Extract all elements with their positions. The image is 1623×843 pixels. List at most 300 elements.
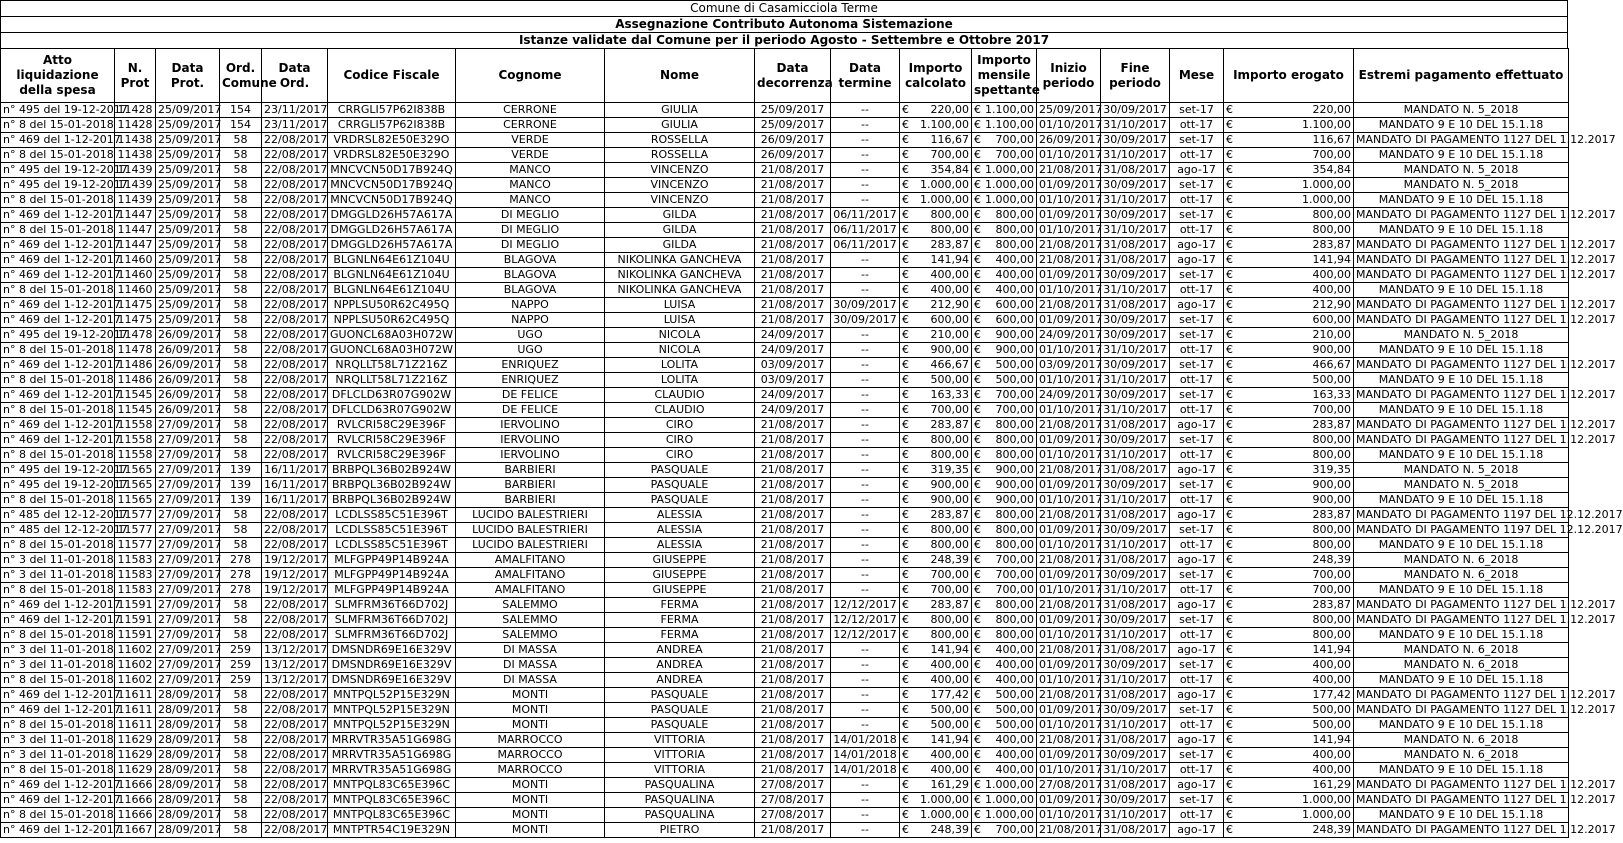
- amount-value: 400,00: [995, 253, 1034, 266]
- cell-ord-comune: 58: [220, 343, 262, 358]
- cell-data-termine: --: [831, 583, 900, 598]
- cell-data-prot: 27/09/2017: [156, 673, 220, 688]
- currency-symbol: €: [1226, 718, 1233, 731]
- cell-atto: n° 469 del 1-12-2017: [1, 133, 115, 148]
- currency-symbol: €: [1226, 403, 1233, 416]
- cell-mese: ago-17: [1170, 463, 1224, 478]
- cell-importo-calcolato: [900, 613, 972, 628]
- amount-value: 212,90: [930, 298, 969, 311]
- currency-symbol: €: [1226, 433, 1233, 446]
- amount-value: 800,00: [995, 448, 1034, 461]
- currency-symbol: €: [1226, 463, 1233, 476]
- cell-data-termine: --: [831, 493, 900, 508]
- cell-mese: ott-17: [1170, 193, 1224, 208]
- cell-data-termine: --: [831, 688, 900, 703]
- cell-fine-periodo: 31/08/2017: [1101, 823, 1170, 838]
- cell-inizio-periodo: 01/09/2017: [1037, 178, 1101, 193]
- cell-importo-erogato: [1224, 478, 1354, 493]
- cell-data-decorrenza: 24/09/2017: [755, 343, 831, 358]
- cell-data-termine: 06/11/2017: [831, 208, 900, 223]
- cell-fine-periodo: 31/08/2017: [1101, 553, 1170, 568]
- cell-inizio-periodo: 24/09/2017: [1037, 328, 1101, 343]
- cell-mese: ago-17: [1170, 418, 1224, 433]
- table-row: [1, 373, 1569, 388]
- table-row: [1, 553, 1569, 568]
- amount-value: 400,00: [930, 748, 969, 761]
- currency-symbol: €: [1226, 478, 1233, 491]
- cell-importo-erogato: [1224, 388, 1354, 403]
- table-row: [1, 268, 1569, 283]
- cell-data-ord: 22/08/2017: [262, 703, 328, 718]
- cell-importo-erogato: [1224, 523, 1354, 538]
- cell-ord-comune: 58: [220, 823, 262, 838]
- cell-codice-fiscale: MNCVCN50D17B924Q: [328, 193, 456, 208]
- cell-n-prot: 11629: [115, 763, 156, 778]
- currency-symbol: €: [974, 718, 981, 731]
- cell-estremi-pagamento: MANDATO N. 5_2018: [1354, 178, 1569, 193]
- cell-fine-periodo: 31/08/2017: [1101, 598, 1170, 613]
- cell-importo-calcolato: [900, 538, 972, 553]
- cell-data-termine: --: [831, 148, 900, 163]
- cell-cognome: NAPPO: [456, 298, 605, 313]
- cell-atto: n° 469 del 1-12-2017: [1, 793, 115, 808]
- cell-importo-calcolato: [900, 703, 972, 718]
- cell-estremi-pagamento: MANDATO DI PAGAMENTO 1127 DEL 1.12.2017: [1354, 253, 1569, 268]
- currency-symbol: €: [1226, 328, 1233, 341]
- table-row: [1, 643, 1569, 658]
- currency-symbol: €: [902, 823, 909, 836]
- cell-inizio-periodo: 01/09/2017: [1037, 703, 1101, 718]
- cell-data-termine: --: [831, 823, 900, 838]
- cell-mese: ott-17: [1170, 763, 1224, 778]
- cell-nome: LOLITA: [605, 358, 755, 373]
- amount-value: 700,00: [995, 388, 1034, 401]
- cell-data-decorrenza: 21/08/2017: [755, 673, 831, 688]
- cell-data-decorrenza: 27/08/2017: [755, 793, 831, 808]
- cell-importo-erogato: [1224, 568, 1354, 583]
- cell-nome: GIUSEPPE: [605, 568, 755, 583]
- currency-symbol: €: [1226, 823, 1233, 836]
- cell-importo-mensile: [972, 478, 1037, 493]
- cell-fine-periodo: 31/10/2017: [1101, 718, 1170, 733]
- cell-importo-calcolato: [900, 508, 972, 523]
- amount-value: 500,00: [995, 688, 1034, 701]
- cell-n-prot: 11545: [115, 403, 156, 418]
- table-row: [1, 103, 1569, 118]
- cell-inizio-periodo: 01/10/2017: [1037, 583, 1101, 598]
- cell-data-termine: 06/11/2017: [831, 223, 900, 238]
- cell-n-prot: 11558: [115, 448, 156, 463]
- currency-symbol: €: [974, 703, 981, 716]
- cell-n-prot: 11486: [115, 358, 156, 373]
- cell-inizio-periodo: 01/09/2017: [1037, 313, 1101, 328]
- cell-ord-comune: 58: [220, 163, 262, 178]
- amount-value: 600,00: [995, 298, 1034, 311]
- amount-value: 500,00: [995, 358, 1034, 371]
- cell-estremi-pagamento: MANDATO DI PAGAMENTO 1127 DEL 1.12.2017: [1354, 208, 1569, 223]
- currency-symbol: €: [1226, 808, 1233, 821]
- cell-n-prot: 11583: [115, 568, 156, 583]
- cell-nome: ANDREA: [605, 673, 755, 688]
- cell-data-ord: 22/08/2017: [262, 793, 328, 808]
- cell-inizio-periodo: 01/10/2017: [1037, 148, 1101, 163]
- amount-value: 800,00: [1312, 433, 1351, 446]
- cell-fine-periodo: 31/10/2017: [1101, 493, 1170, 508]
- cell-importo-mensile: [972, 193, 1037, 208]
- amount-value: 212,90: [1312, 298, 1351, 311]
- cell-data-ord: 22/08/2017: [262, 298, 328, 313]
- cell-importo-mensile: [972, 778, 1037, 793]
- table-row: [1, 343, 1569, 358]
- cell-n-prot: 11666: [115, 808, 156, 823]
- cell-mese: ott-17: [1170, 403, 1224, 418]
- cell-data-prot: 25/09/2017: [156, 313, 220, 328]
- cell-n-prot: 11460: [115, 268, 156, 283]
- cell-inizio-periodo: 01/09/2017: [1037, 523, 1101, 538]
- currency-symbol: €: [902, 118, 909, 131]
- cell-importo-mensile: [972, 463, 1037, 478]
- cell-atto: n° 469 del 1-12-2017: [1, 238, 115, 253]
- currency-symbol: €: [1226, 778, 1233, 791]
- cell-mese: ago-17: [1170, 253, 1224, 268]
- cell-data-decorrenza: 21/08/2017: [755, 733, 831, 748]
- cell-data-ord: 19/12/2017: [262, 583, 328, 598]
- cell-codice-fiscale: DMSNDR69E16E329V: [328, 658, 456, 673]
- currency-symbol: €: [974, 253, 981, 266]
- header-estremi-pagamento: Estremi pagamento effettuato: [1354, 49, 1569, 103]
- cell-importo-mensile: [972, 748, 1037, 763]
- cell-data-decorrenza: 24/09/2017: [755, 388, 831, 403]
- cell-data-decorrenza: 21/08/2017: [755, 298, 831, 313]
- cell-data-termine: --: [831, 103, 900, 118]
- cell-nome: GIUSEPPE: [605, 553, 755, 568]
- amount-value: 800,00: [995, 613, 1034, 626]
- header-codice-fiscale: Codice Fiscale: [328, 49, 456, 103]
- cell-data-decorrenza: 25/09/2017: [755, 103, 831, 118]
- cell-codice-fiscale: MNTPTR54C19E329N: [328, 823, 456, 838]
- cell-estremi-pagamento: MANDATO N. 6_2018: [1354, 733, 1569, 748]
- cell-mese: set-17: [1170, 658, 1224, 673]
- cell-mese: ago-17: [1170, 553, 1224, 568]
- cell-ord-comune: 58: [220, 748, 262, 763]
- currency-symbol: €: [1226, 493, 1233, 506]
- cell-cognome: DE FELICE: [456, 388, 605, 403]
- cell-mese: set-17: [1170, 703, 1224, 718]
- cell-n-prot: 11666: [115, 778, 156, 793]
- amount-value: 220,00: [1312, 103, 1351, 116]
- table-row: [1, 628, 1569, 643]
- amount-value: 700,00: [1312, 148, 1351, 161]
- cell-cognome: DE FELICE: [456, 403, 605, 418]
- amount-value: 466,67: [930, 358, 969, 371]
- cell-importo-erogato: [1224, 373, 1354, 388]
- currency-symbol: €: [1226, 163, 1233, 176]
- cell-ord-comune: 259: [220, 673, 262, 688]
- cell-nome: PASQUALE: [605, 718, 755, 733]
- cell-cognome: MARROCCO: [456, 748, 605, 763]
- cell-fine-periodo: 30/09/2017: [1101, 523, 1170, 538]
- cell-nome: CLAUDIO: [605, 388, 755, 403]
- currency-symbol: €: [1226, 643, 1233, 656]
- cell-inizio-periodo: 21/08/2017: [1037, 688, 1101, 703]
- cell-importo-erogato: [1224, 733, 1354, 748]
- cell-mese: ott-17: [1170, 223, 1224, 238]
- cell-data-prot: 25/09/2017: [156, 298, 220, 313]
- cell-codice-fiscale: MNCVCN50D17B924Q: [328, 163, 456, 178]
- cell-inizio-periodo: 01/09/2017: [1037, 268, 1101, 283]
- cell-data-termine: 12/12/2017: [831, 613, 900, 628]
- cell-ord-comune: 58: [220, 238, 262, 253]
- cell-ord-comune: 58: [220, 613, 262, 628]
- cell-importo-erogato: [1224, 268, 1354, 283]
- cell-estremi-pagamento: MANDATO DI PAGAMENTO 1127 DEL 1.12.2017: [1354, 298, 1569, 313]
- cell-nome: ANDREA: [605, 643, 755, 658]
- cell-atto: n° 469 del 1-12-2017: [1, 358, 115, 373]
- cell-data-ord: 22/08/2017: [262, 613, 328, 628]
- cell-inizio-periodo: 21/08/2017: [1037, 598, 1101, 613]
- cell-importo-mensile: [972, 418, 1037, 433]
- cell-fine-periodo: 31/08/2017: [1101, 733, 1170, 748]
- cell-codice-fiscale: BLGNLN64E61Z104U: [328, 283, 456, 298]
- cell-n-prot: 11611: [115, 688, 156, 703]
- currency-symbol: €: [902, 358, 909, 371]
- cell-codice-fiscale: GUONCL68A03H072W: [328, 343, 456, 358]
- cell-atto: n° 8 del 15-01-2018: [1, 718, 115, 733]
- cell-inizio-periodo: 21/08/2017: [1037, 733, 1101, 748]
- currency-symbol: €: [974, 118, 981, 131]
- currency-symbol: €: [1226, 553, 1233, 566]
- cell-inizio-periodo: 01/10/2017: [1037, 343, 1101, 358]
- cell-data-ord: 22/08/2017: [262, 283, 328, 298]
- cell-importo-erogato: [1224, 403, 1354, 418]
- amount-value: 500,00: [1312, 703, 1351, 716]
- cell-n-prot: 11565: [115, 478, 156, 493]
- currency-symbol: €: [902, 778, 909, 791]
- cell-nome: PASQUALE: [605, 463, 755, 478]
- currency-symbol: €: [974, 778, 981, 791]
- cell-data-prot: 27/09/2017: [156, 463, 220, 478]
- amount-value: 900,00: [995, 328, 1034, 341]
- cell-data-prot: 25/09/2017: [156, 283, 220, 298]
- cell-ord-comune: 58: [220, 133, 262, 148]
- cell-data-prot: 25/09/2017: [156, 118, 220, 133]
- cell-data-prot: 28/09/2017: [156, 823, 220, 838]
- currency-symbol: €: [1226, 358, 1233, 371]
- cell-mese: set-17: [1170, 433, 1224, 448]
- cell-data-termine: --: [831, 118, 900, 133]
- cell-ord-comune: 58: [220, 688, 262, 703]
- cell-mese: ott-17: [1170, 493, 1224, 508]
- cell-inizio-periodo: 01/10/2017: [1037, 193, 1101, 208]
- amount-value: 700,00: [930, 583, 969, 596]
- table-row: [1, 793, 1569, 808]
- amount-value: 283,87: [930, 418, 969, 431]
- cell-data-decorrenza: 21/08/2017: [755, 283, 831, 298]
- cell-data-ord: 22/08/2017: [262, 403, 328, 418]
- cell-data-prot: 27/09/2017: [156, 583, 220, 598]
- cell-ord-comune: 58: [220, 628, 262, 643]
- cell-fine-periodo: 30/09/2017: [1101, 388, 1170, 403]
- cell-importo-calcolato: [900, 448, 972, 463]
- currency-symbol: €: [902, 433, 909, 446]
- cell-importo-mensile: [972, 328, 1037, 343]
- amount-value: 1.000,00: [985, 193, 1034, 206]
- cell-data-ord: 22/08/2017: [262, 508, 328, 523]
- currency-symbol: €: [1226, 268, 1233, 281]
- amount-value: 466,67: [1312, 358, 1351, 371]
- table-row: [1, 658, 1569, 673]
- cell-codice-fiscale: MRRVTR35A51G698G: [328, 748, 456, 763]
- cell-n-prot: 11545: [115, 388, 156, 403]
- cell-data-ord: 22/08/2017: [262, 193, 328, 208]
- cell-cognome: MONTI: [456, 808, 605, 823]
- cell-fine-periodo: 31/08/2017: [1101, 253, 1170, 268]
- cell-importo-calcolato: [900, 343, 972, 358]
- cell-data-decorrenza: 21/08/2017: [755, 823, 831, 838]
- cell-data-termine: 14/01/2018: [831, 748, 900, 763]
- cell-data-decorrenza: 24/09/2017: [755, 403, 831, 418]
- cell-inizio-periodo: 21/08/2017: [1037, 418, 1101, 433]
- cell-n-prot: 11565: [115, 463, 156, 478]
- currency-symbol: €: [1226, 658, 1233, 671]
- cell-estremi-pagamento: MANDATO DI PAGAMENTO 1127 DEL 1.12.2017: [1354, 823, 1569, 838]
- cell-data-prot: 25/09/2017: [156, 193, 220, 208]
- cell-ord-comune: 58: [220, 418, 262, 433]
- amount-value: 800,00: [1312, 523, 1351, 536]
- currency-symbol: €: [902, 598, 909, 611]
- amount-value: 700,00: [995, 133, 1034, 146]
- currency-symbol: €: [1226, 733, 1233, 746]
- cell-data-prot: 25/09/2017: [156, 178, 220, 193]
- table-row: [1, 673, 1569, 688]
- cell-codice-fiscale: NPPLSU50R62C495Q: [328, 298, 456, 313]
- cell-importo-erogato: [1224, 193, 1354, 208]
- cell-inizio-periodo: 24/09/2017: [1037, 388, 1101, 403]
- amount-value: 283,87: [930, 238, 969, 251]
- cell-data-prot: 27/09/2017: [156, 628, 220, 643]
- cell-mese: set-17: [1170, 313, 1224, 328]
- cell-data-decorrenza: 21/08/2017: [755, 238, 831, 253]
- cell-cognome: CERRONE: [456, 118, 605, 133]
- currency-symbol: €: [902, 793, 909, 806]
- cell-fine-periodo: 31/10/2017: [1101, 583, 1170, 598]
- cell-estremi-pagamento: MANDATO DI PAGAMENTO 1127 DEL 1.12.2017: [1354, 388, 1569, 403]
- cell-cognome: VERDE: [456, 133, 605, 148]
- amount-value: 400,00: [930, 283, 969, 296]
- cell-nome: NICOLA: [605, 328, 755, 343]
- cell-importo-mensile: [972, 373, 1037, 388]
- currency-symbol: €: [974, 823, 981, 836]
- cell-mese: ott-17: [1170, 583, 1224, 598]
- currency-symbol: €: [1226, 598, 1233, 611]
- cell-data-prot: 28/09/2017: [156, 703, 220, 718]
- currency-symbol: €: [902, 568, 909, 581]
- table-row: [1, 613, 1569, 628]
- amount-value: 141,94: [930, 643, 969, 656]
- cell-importo-erogato: [1224, 658, 1354, 673]
- amount-value: 177,42: [930, 688, 969, 701]
- cell-ord-comune: 278: [220, 553, 262, 568]
- cell-importo-calcolato: [900, 388, 972, 403]
- cell-atto: n° 8 del 15-01-2018: [1, 223, 115, 238]
- cell-mese: ott-17: [1170, 148, 1224, 163]
- cell-cognome: AMALFITANO: [456, 583, 605, 598]
- cell-inizio-periodo: 01/09/2017: [1037, 658, 1101, 673]
- cell-atto: n° 3 del 11-01-2018: [1, 553, 115, 568]
- cell-importo-erogato: [1224, 688, 1354, 703]
- cell-data-prot: 27/09/2017: [156, 448, 220, 463]
- cell-data-termine: --: [831, 433, 900, 448]
- cell-n-prot: 11478: [115, 328, 156, 343]
- currency-symbol: €: [902, 373, 909, 386]
- currency-symbol: €: [902, 808, 909, 821]
- cell-ord-comune: 58: [220, 358, 262, 373]
- cell-importo-erogato: [1224, 508, 1354, 523]
- cell-fine-periodo: 30/09/2017: [1101, 748, 1170, 763]
- amount-value: 700,00: [1312, 583, 1351, 596]
- cell-data-ord: 22/08/2017: [262, 328, 328, 343]
- cell-ord-comune: 154: [220, 118, 262, 133]
- cell-cognome: SALEMMO: [456, 598, 605, 613]
- cell-cognome: MONTI: [456, 823, 605, 838]
- cell-data-termine: --: [831, 658, 900, 673]
- cell-mese: ago-17: [1170, 688, 1224, 703]
- cell-data-decorrenza: 21/08/2017: [755, 478, 831, 493]
- cell-importo-calcolato: [900, 628, 972, 643]
- cell-importo-mensile: [972, 568, 1037, 583]
- cell-mese: set-17: [1170, 268, 1224, 283]
- cell-nome: ANDREA: [605, 658, 755, 673]
- cell-data-prot: 26/09/2017: [156, 403, 220, 418]
- currency-symbol: €: [902, 238, 909, 251]
- cell-inizio-periodo: 01/10/2017: [1037, 373, 1101, 388]
- cell-importo-mensile: [972, 148, 1037, 163]
- cell-importo-erogato: [1224, 778, 1354, 793]
- cell-fine-periodo: 31/08/2017: [1101, 463, 1170, 478]
- cell-cognome: LUCIDO BALESTRIERI: [456, 523, 605, 538]
- amount-value: 1.000,00: [1302, 178, 1351, 191]
- cell-estremi-pagamento: MANDATO 9 E 10 DEL 15.1.18: [1354, 583, 1569, 598]
- currency-symbol: €: [902, 178, 909, 191]
- amount-value: 400,00: [1312, 268, 1351, 281]
- cell-nome: FERMA: [605, 598, 755, 613]
- header-data-decorrenza: Data decorrenza: [755, 49, 831, 103]
- cell-codice-fiscale: MLFGPP49P14B924A: [328, 568, 456, 583]
- currency-symbol: €: [974, 598, 981, 611]
- cell-importo-mensile: [972, 133, 1037, 148]
- cell-fine-periodo: 31/08/2017: [1101, 163, 1170, 178]
- currency-symbol: €: [1226, 538, 1233, 551]
- cell-cognome: BARBIERI: [456, 493, 605, 508]
- cell-n-prot: 11438: [115, 133, 156, 148]
- currency-symbol: €: [1226, 313, 1233, 326]
- cell-atto: n° 8 del 15-01-2018: [1, 628, 115, 643]
- cell-ord-comune: 58: [220, 223, 262, 238]
- cell-ord-comune: 58: [220, 148, 262, 163]
- cell-ord-comune: 58: [220, 298, 262, 313]
- cell-importo-erogato: [1224, 208, 1354, 223]
- currency-symbol: €: [1226, 523, 1233, 536]
- cell-importo-erogato: [1224, 148, 1354, 163]
- cell-mese: ago-17: [1170, 598, 1224, 613]
- cell-importo-mensile: [972, 628, 1037, 643]
- cell-nome: CIRO: [605, 433, 755, 448]
- amount-value: 700,00: [930, 148, 969, 161]
- cell-ord-comune: 259: [220, 658, 262, 673]
- header-row: [1, 49, 1569, 103]
- cell-importo-mensile: [972, 118, 1037, 133]
- cell-data-termine: --: [831, 808, 900, 823]
